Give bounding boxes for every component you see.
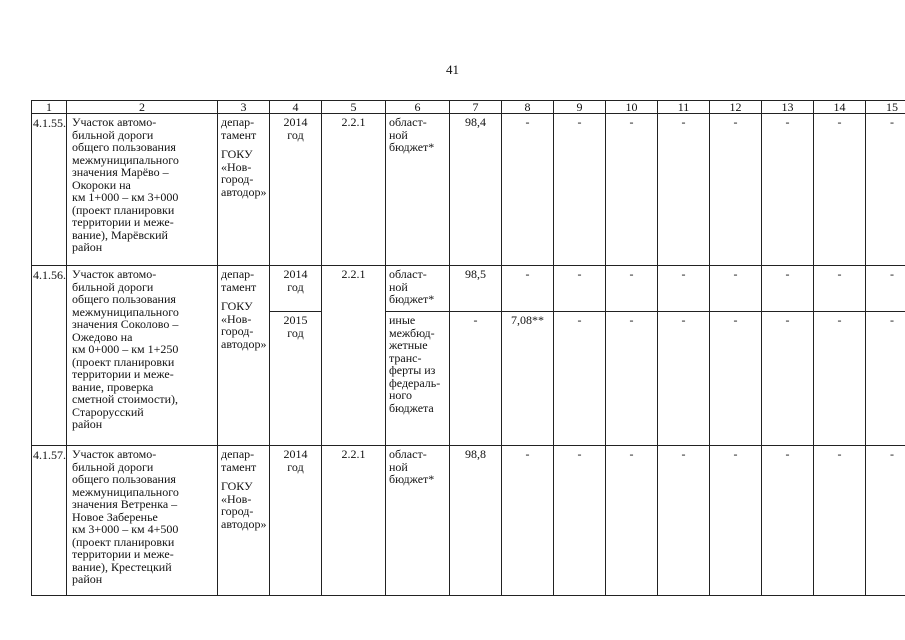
- header-cell: 1: [32, 101, 67, 114]
- cell-line: ной: [389, 279, 408, 294]
- cell-line: бюджет*: [389, 472, 435, 486]
- dash-cell: -: [710, 446, 762, 596]
- dash-cell: -: [710, 312, 762, 446]
- table-body: [32, 101, 905, 596]
- cell-line: вание), Марёвский: [72, 227, 168, 242]
- col-8-value: 7,08**: [502, 312, 554, 446]
- col-7-value: 98,4: [450, 114, 502, 266]
- cell-line: ГОКУ: [221, 479, 253, 493]
- header-cell: 3: [218, 101, 270, 114]
- cell-line: иные: [389, 313, 416, 327]
- dash-cell: -: [502, 446, 554, 596]
- page-number: 41: [446, 62, 459, 77]
- dash-cell: -: [762, 446, 814, 596]
- header-cell: 4: [270, 101, 322, 114]
- cell-line: общего пользования: [72, 472, 176, 486]
- cell-line: район: [72, 240, 103, 254]
- cell-line: ной: [389, 127, 408, 142]
- header-cell: 11: [658, 101, 710, 114]
- dash-cell: -: [866, 446, 905, 596]
- cell-line: тамент: [221, 459, 257, 474]
- cell-line: территории и меже-: [72, 547, 174, 561]
- cell-line: Участок автомо-: [72, 115, 157, 129]
- col-7-value: 98,5: [450, 266, 502, 312]
- indicator-code: 2.2.1: [322, 266, 386, 446]
- cell-line: област-: [389, 447, 427, 461]
- dash-cell: -: [866, 266, 905, 312]
- header-cell: 8: [502, 101, 554, 114]
- cell-line: депар-: [221, 267, 255, 281]
- dash-cell: -: [658, 446, 710, 596]
- dash-cell: -: [554, 114, 606, 266]
- cell-line: город-: [221, 172, 254, 186]
- cell-line: ной: [389, 459, 408, 474]
- cell-line: вание), Крестецкий: [72, 559, 172, 574]
- cell-line: транс-: [389, 350, 422, 365]
- cell-line: территории и меже-: [72, 367, 174, 381]
- dash-cell: -: [554, 446, 606, 596]
- cell-line: област-: [389, 115, 427, 129]
- funding-source: [386, 266, 450, 312]
- cell-line: (проект планировки: [72, 202, 175, 217]
- header-cell: 7: [450, 101, 502, 114]
- cell-line: Старорусский: [72, 404, 144, 419]
- indicator-code: 2.2.1: [322, 446, 386, 596]
- cell-line: км 3+000 – км 4+500: [72, 522, 179, 536]
- cell-line: ферты из: [389, 363, 436, 377]
- dash-cell: -: [658, 266, 710, 312]
- dash-cell: -: [814, 312, 866, 446]
- year-cell: [270, 312, 322, 446]
- object-name: [67, 446, 218, 596]
- cell-line: тамент: [221, 127, 257, 142]
- dash-cell: -: [502, 114, 554, 266]
- col-7-value: -: [450, 312, 502, 446]
- cell-line: депар-: [221, 447, 255, 461]
- header-row: [32, 101, 905, 114]
- dash-cell: -: [606, 446, 658, 596]
- cell-line: област-: [389, 267, 427, 281]
- cell-line: ГОКУ: [221, 147, 253, 161]
- dash-cell: -: [502, 266, 554, 312]
- cell-line: межмуниципального: [72, 152, 179, 167]
- table-row: [32, 266, 905, 312]
- responsible-agency: [218, 266, 270, 446]
- object-name: [67, 266, 218, 446]
- cell-line: Участок автомо-: [72, 267, 157, 281]
- dash-cell: -: [762, 312, 814, 446]
- cell-line: «Нов-: [221, 311, 252, 326]
- cell-line: год: [287, 325, 304, 340]
- dash-cell: -: [814, 266, 866, 312]
- cell-line: значения Марёво –: [72, 165, 169, 179]
- dash-cell: -: [606, 266, 658, 312]
- header-cell: 12: [710, 101, 762, 114]
- cell-line: общего пользования: [72, 140, 176, 154]
- cell-line: год: [287, 459, 304, 474]
- responsible-agency: [218, 114, 270, 266]
- cell-line: межмуниципального: [72, 484, 179, 499]
- header-cell: 6: [386, 101, 450, 114]
- cell-line: автодор»: [221, 336, 267, 351]
- budget-table: [31, 100, 905, 596]
- cell-line: Новое Заберенье: [72, 509, 158, 524]
- cell-line: территории и меже-: [72, 215, 174, 229]
- dash-cell: -: [658, 114, 710, 266]
- dash-cell: -: [658, 312, 710, 446]
- header-cell: 14: [814, 101, 866, 114]
- cell-line: вание, проверка: [72, 379, 154, 394]
- cell-line: км 0+000 – км 1+250: [72, 342, 179, 356]
- cell-line: район: [72, 572, 103, 586]
- responsible-agency: [218, 446, 270, 596]
- dash-cell: -: [762, 114, 814, 266]
- cell-line: автодор»: [221, 184, 267, 199]
- cell-line: город-: [221, 504, 254, 518]
- row-number: 4.1.56.: [32, 266, 67, 446]
- cell-line: депар-: [221, 115, 255, 129]
- header-cell: 9: [554, 101, 606, 114]
- year-cell: [270, 446, 322, 596]
- year-cell: [270, 114, 322, 266]
- cell-line: Окороки на: [72, 177, 131, 192]
- year-cell: [270, 266, 322, 312]
- cell-line: (проект планировки: [72, 354, 175, 369]
- dash-cell: -: [762, 266, 814, 312]
- col-7-value: 98,8: [450, 446, 502, 596]
- dash-cell: -: [554, 266, 606, 312]
- indicator-code: 2.2.1: [322, 114, 386, 266]
- cell-line: бюджет*: [389, 140, 435, 154]
- cell-line: «Нов-: [221, 159, 252, 174]
- dash-cell: -: [866, 312, 905, 446]
- header-cell: 10: [606, 101, 658, 114]
- cell-line: км 1+000 – км 3+000: [72, 190, 179, 204]
- cell-line: значения Ветренка –: [72, 497, 178, 511]
- dash-cell: -: [814, 114, 866, 266]
- dash-cell: -: [814, 446, 866, 596]
- cell-line: межмуниципального: [72, 304, 179, 319]
- cell-line: сметной стоимости),: [72, 392, 179, 406]
- cell-line: Ожедово на: [72, 329, 133, 344]
- header-cell: 5: [322, 101, 386, 114]
- cell-line: (проект планировки: [72, 534, 175, 549]
- cell-line: межбюд-: [389, 325, 435, 340]
- cell-line: бильной дороги: [72, 127, 154, 142]
- cell-line: ГОКУ: [221, 299, 253, 313]
- cell-line: год: [287, 127, 304, 142]
- cell-line: общего пользования: [72, 292, 176, 306]
- dash-cell: -: [866, 114, 905, 266]
- header-cell: 15: [866, 101, 905, 114]
- header-cell: 13: [762, 101, 814, 114]
- cell-line: 2014: [283, 267, 308, 281]
- cell-line: жетные: [389, 338, 428, 352]
- object-name: [67, 114, 218, 266]
- dash-cell: -: [710, 266, 762, 312]
- cell-line: тамент: [221, 279, 257, 294]
- cell-line: Участок автомо-: [72, 447, 157, 461]
- cell-line: бюджет*: [389, 292, 435, 306]
- cell-line: бюджета: [389, 400, 434, 415]
- header-cell: 2: [67, 101, 218, 114]
- cell-line: 2015: [283, 313, 308, 327]
- cell-line: значения Соколово –: [72, 317, 179, 331]
- cell-line: бильной дороги: [72, 279, 154, 294]
- row-number: 4.1.57.: [32, 446, 67, 596]
- funding-source: [386, 446, 450, 596]
- cell-line: ного: [389, 388, 413, 402]
- cell-line: бильной дороги: [72, 459, 154, 474]
- dash-cell: -: [606, 312, 658, 446]
- cell-line: год: [287, 279, 304, 294]
- table-row: [32, 114, 905, 266]
- dash-cell: -: [606, 114, 658, 266]
- cell-line: автодор»: [221, 516, 267, 531]
- funding-source: [386, 114, 450, 266]
- dash-cell: -: [554, 312, 606, 446]
- cell-line: 2014: [283, 447, 308, 461]
- dash-cell: -: [710, 114, 762, 266]
- row-number: 4.1.55.: [32, 114, 67, 266]
- cell-line: 2014: [283, 115, 308, 129]
- cell-line: «Нов-: [221, 491, 252, 506]
- cell-line: федераль-: [389, 375, 441, 390]
- cell-line: город-: [221, 324, 254, 338]
- table-row: [32, 446, 905, 596]
- cell-line: район: [72, 417, 103, 431]
- funding-source: [386, 312, 450, 446]
